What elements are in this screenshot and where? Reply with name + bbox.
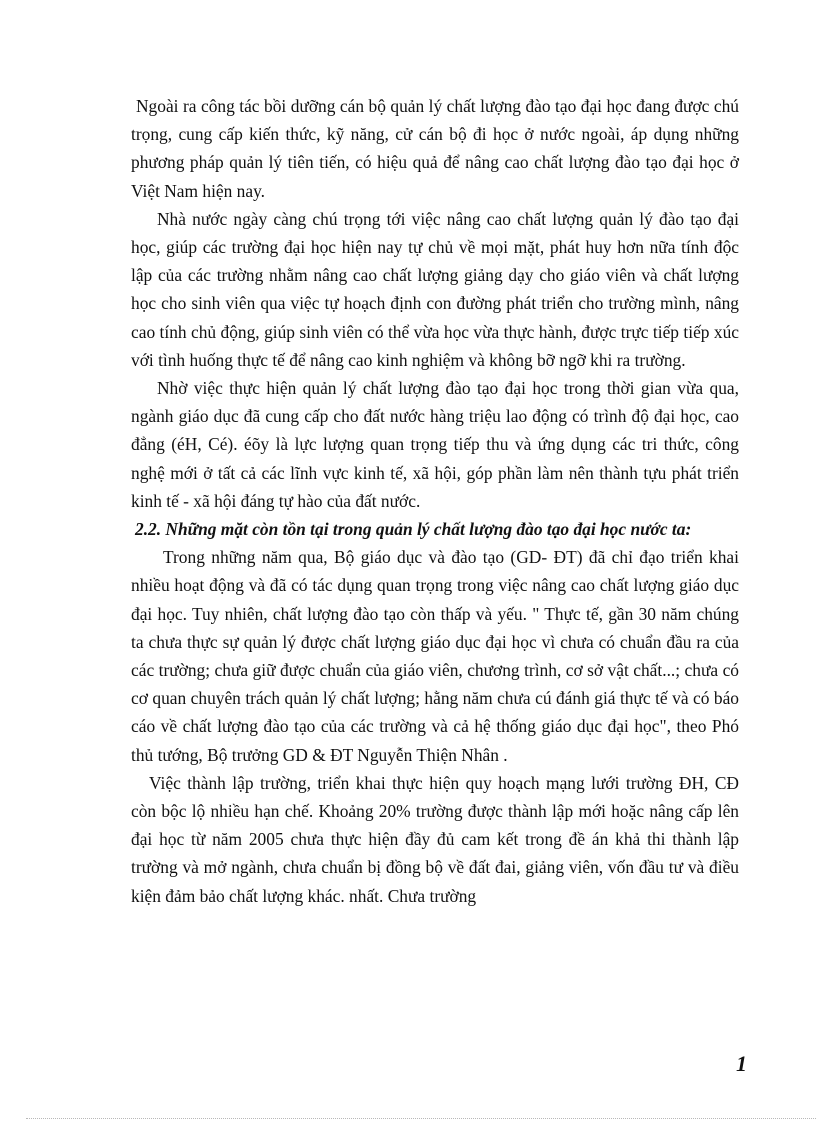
page-number: 1: [736, 1051, 747, 1076]
paragraph-shortcomings: Trong những năm qua, Bộ giáo dục và đào tạo (GD- ĐT) đã chỉ đạo triển khai nhiều hoạt động và đã có tác dụng quan trọng trong việc nâng cao chất lượng giáo dục đại học. Tuy nhiên, chất lượng đào tạo còn thấp và yếu. " Thực tế, gần 30 năm chúng ta chưa thực sự quản lý được chất lượng giáo dục đại học vì chưa có chuẩn đầu ra của các trường; chưa giữ được chuẩn của giáo viên, chương trình, cơ sở vật chất...; chưa có cơ quan chuyên trách quản lý chất lượng; hằng năm chưa cú đánh giá thực tế và có báo cáo về chất lượng đào tạo của các trường và cả hệ thống giáo dục đại học", theo Phó thủ tướng, Bộ trưởng GD & ĐT Nguyễn Thiện Nhân .: [131, 547, 739, 765]
page-bottom-divider: [26, 1118, 816, 1119]
paragraph-state-focus: Nhà nước ngày càng chú trọng tới việc nâng cao chất lượng quản lý đào tạo đại học, giúp các trường đại học hiện nay tự chủ về mọi mặt, phát huy hơn nữa tính độc lập của các trường nhằm nâng cao chất lượng giảng dạy cho giáo viên và chất lượng học cho sinh viên qua việc tự hoạch định con đường phát triển cho trường mình, nâng cao tính chủ động, giúp sinh viên có thể vừa học vừa thực hành, được trực tiếp tiếp xúc với tình huống thực tế để nâng cao kinh nghiệm và không bỡ ngỡ khi ra trường.: [131, 208, 739, 370]
document-body: [131, 92, 739, 910]
paragraph-achievements: Nhờ việc thực hiện quản lý chất lượng đào tạo đại học trong thời gian vừa qua, ngành giáo dục đã cung cấp cho đất nước hàng triệu lao động có trình độ đại học, cao đẳng (éH, Cé). éõy là lực lượng quan trọng tiếp thu và ứng dụng các tri thức, công nghệ mới ở tất cả các lĩnh vực kinh tế, xã hội, góp phần làm nên thành tựu phát triển kinh tế - xã hội đáng tự hào của đất nước.: [131, 378, 739, 511]
section-heading: 2.2. Những mặt còn tồn tại trong quản lý chất lượng đào tạo đại học nước ta:: [135, 519, 692, 540]
paragraph-school-establishment: Việc thành lập trường, triển khai thực hiện quy hoạch mạng lưới trường ĐH, CĐ còn bộc lộ nhiều hạn chế. Khoảng 20% trường được thành lập mới hoặc nâng cấp lên đại học từ năm 2005 chưa thực hiện đầy đủ cam kết trong đề án khả thi thành lập trường và mở ngành, chưa chuẩn bị đồng bộ về đất đai, giảng viên, vốn đầu tư và điều kiện đảm bảo chất lượng khác. nhất. Chưa trường: [131, 772, 739, 906]
paragraph-training-managers: Ngoài ra công tác bồi dưỡng cán bộ quản lý chất lượng đào tạo đại học đang được chú trọng, cung cấp kiến thức, kỹ năng, cử cán bộ đi học ở nước ngoài, áp dụng những phương pháp quản lý tiên tiến, có hiệu quả để nâng cao chất lượng đào tạo đại học ở Việt Nam hiện nay.: [131, 96, 739, 201]
